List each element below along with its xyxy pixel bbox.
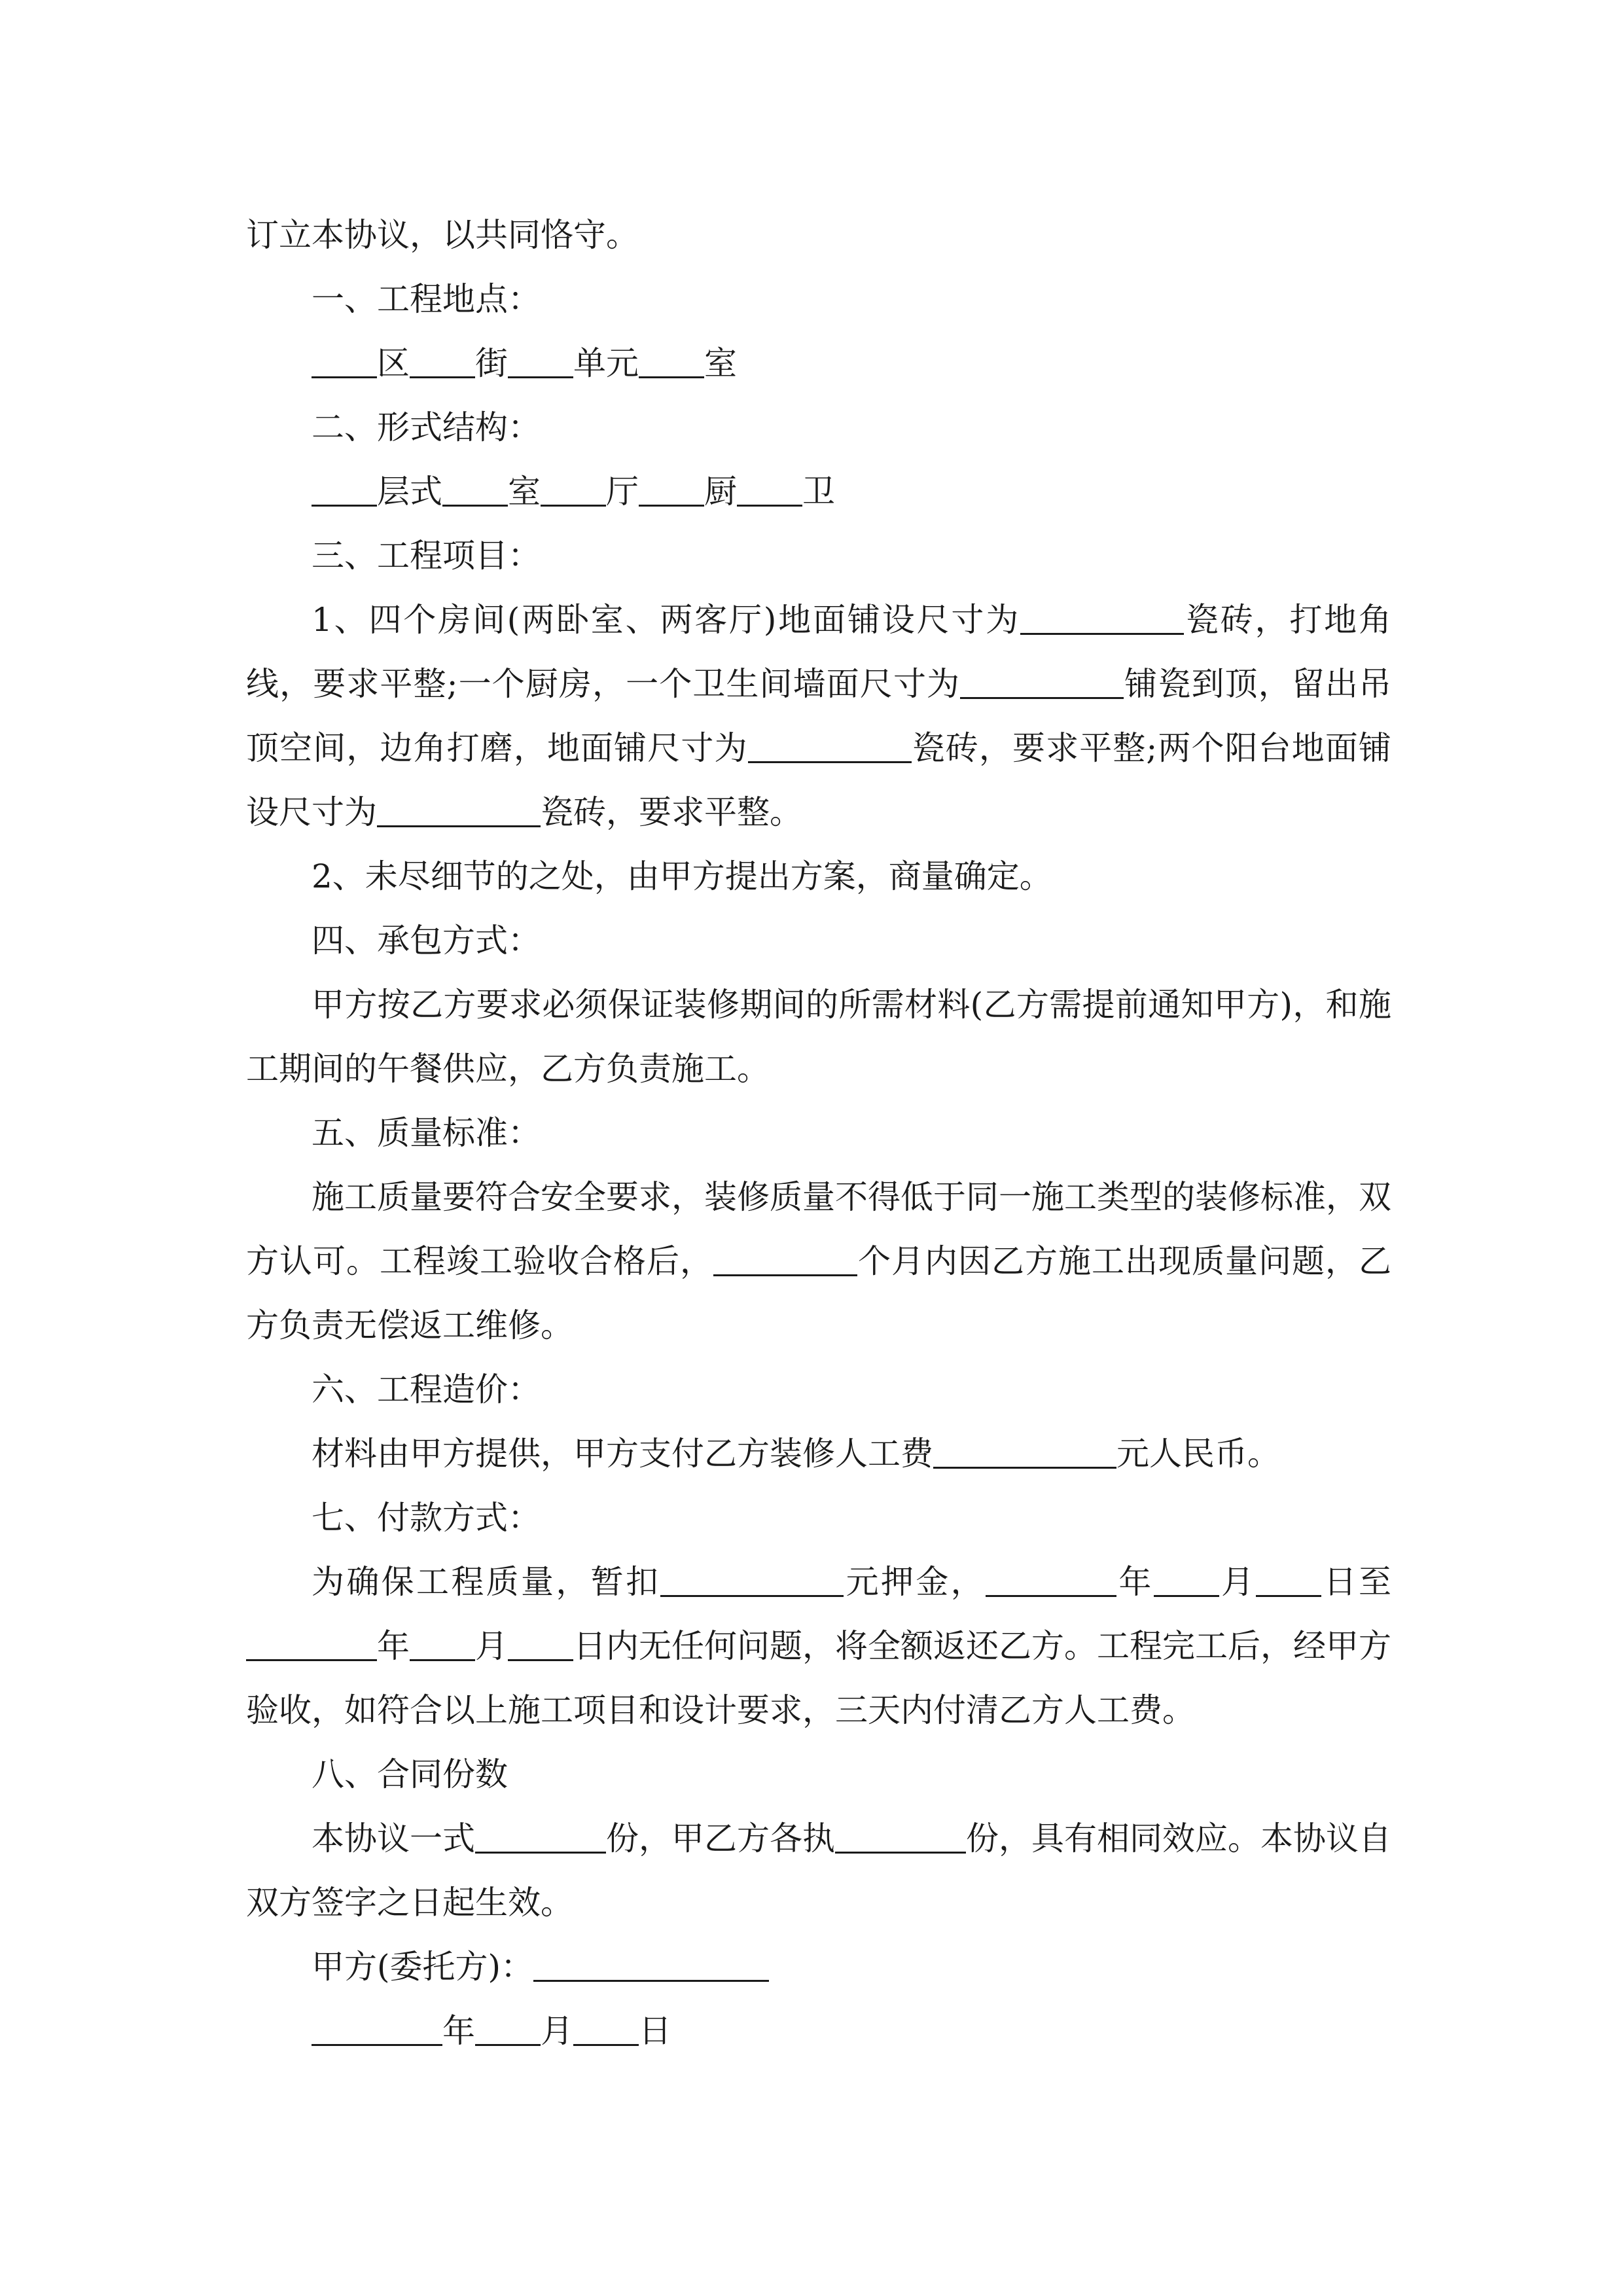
heading-text: 七、付款方式： [312, 1499, 541, 1537]
para-text: 瓷砖，要求平整。 [541, 793, 802, 831]
date-unit: 月 [541, 2012, 573, 2050]
structure-unit: 厅 [606, 473, 639, 511]
blank-field[interactable] [312, 345, 377, 378]
blank-field[interactable] [508, 1628, 573, 1661]
section-heading-location [246, 267, 1391, 331]
heading-text: 二、形式结构： [312, 408, 541, 446]
blank-field[interactable] [933, 1435, 1116, 1469]
blank-field[interactable] [475, 2013, 541, 2046]
copies-paragraph [246, 1806, 1391, 1935]
para-text: 瓷砖，打地角线，要求平整;一个厨房，一个卫生间墙面尺寸为 [246, 601, 1391, 703]
blank-field[interactable] [713, 1243, 857, 1276]
heading-text: 一、工程地点： [312, 280, 541, 318]
para-text: 施工质量要符合安全要求，装修质量不得低于同一施工类型的装修标准，双方认可。工程竣工验收合格后， [246, 1178, 1391, 1280]
para-text: 元押金， [844, 1563, 986, 1601]
address-unit: 单元 [573, 344, 639, 382]
structure-unit: 厨 [704, 473, 737, 511]
structure-line [246, 459, 1391, 524]
date-line [246, 1999, 1391, 2063]
para-text: 份，具有相同效应。本协议自双方签字之日起生效。 [246, 1820, 1391, 1922]
blank-field[interactable] [960, 666, 1124, 699]
para-text: 1、四个房间(两卧室、两客厅)地面铺设尺寸为 [312, 601, 1021, 639]
para-text: 材料由甲方提供，甲方支付乙方装修人工费 [312, 1435, 933, 1473]
para-text: 年 [1116, 1563, 1154, 1601]
para-text: 年 [377, 1627, 410, 1665]
para-text: 日至 [1321, 1563, 1392, 1601]
address-unit: 街 [475, 344, 508, 382]
blank-field[interactable] [660, 1564, 844, 1597]
para-text: 本协议一式 [312, 1820, 475, 1857]
blank-field[interactable] [835, 1820, 966, 1854]
address-line [246, 331, 1391, 395]
blank-field[interactable] [573, 2013, 639, 2046]
section-heading-copies [246, 1742, 1391, 1806]
section-heading-items [246, 524, 1391, 588]
payment-paragraph [246, 1550, 1391, 1742]
cost-paragraph [246, 1422, 1391, 1486]
items-paragraph-2 [246, 844, 1391, 908]
heading-text: 四、承包方式： [312, 922, 541, 960]
section-heading-structure [246, 395, 1391, 459]
blank-field[interactable] [312, 2013, 442, 2046]
para-text: 月 [1219, 1563, 1257, 1601]
para-text: 日内无任何问题，将全额返还乙方。工程完工后，经甲方验收，如符合以上施工项目和设计要求，三天内付清乙方人工费。 [246, 1627, 1391, 1729]
signature-line [246, 1935, 1391, 1999]
heading-text: 三、工程项目： [312, 537, 541, 575]
para-text: 甲方按乙方要求必须保证装修期间的所需材料(乙方需提前通知甲方)，和施工期间的午餐供应，乙方负责施工。 [246, 986, 1391, 1088]
signature-field[interactable] [533, 1948, 769, 1982]
blank-field[interactable] [639, 473, 704, 507]
blank-field[interactable] [541, 473, 606, 507]
para-text: 月 [475, 1627, 508, 1665]
heading-text: 八、合同份数 [312, 1755, 508, 1793]
blank-field[interactable] [1020, 601, 1184, 635]
contract-mode-paragraph [246, 973, 1391, 1101]
section-heading-payment [246, 1486, 1391, 1550]
blank-field[interactable] [410, 345, 475, 378]
para-text: 元人民币。 [1116, 1435, 1280, 1473]
address-unit: 室 [704, 344, 737, 382]
items-paragraph [246, 588, 1391, 844]
blank-field[interactable] [410, 1628, 475, 1661]
date-unit: 日 [639, 2012, 671, 2050]
blank-field[interactable] [639, 345, 704, 378]
para-text: 铺瓷到顶，留出吊顶空间，边角打磨，地面铺尺寸为 [246, 665, 1391, 767]
heading-text: 六、工程造价： [312, 1371, 541, 1408]
quality-paragraph [246, 1165, 1391, 1357]
para-text: 2、未尽细节的之处，由甲方提出方案，商量确定。 [312, 857, 1052, 895]
section-heading-quality [246, 1101, 1391, 1165]
section-heading-contract-mode [246, 908, 1391, 973]
blank-field[interactable] [1256, 1564, 1321, 1597]
structure-unit: 层式 [377, 473, 442, 511]
blank-field[interactable] [508, 345, 573, 378]
blank-field[interactable] [246, 1628, 377, 1661]
structure-unit: 室 [508, 473, 541, 511]
blank-field[interactable] [986, 1564, 1116, 1597]
blank-field[interactable] [737, 473, 802, 507]
signature-label: 甲方(委托方)： [312, 1948, 534, 1986]
para-text: 份，甲乙方各执 [606, 1820, 835, 1857]
para-text: 个月内因乙方施工出现质量问题，乙方负责无偿返工维修。 [246, 1242, 1391, 1344]
para-text: 瓷砖，要求平整;两个阳台地面铺设尺寸为 [246, 729, 1391, 831]
blank-field[interactable] [748, 730, 912, 763]
structure-unit: 卫 [802, 473, 835, 511]
contract-body [246, 203, 1391, 2063]
heading-text: 五、质量标准： [312, 1114, 541, 1152]
intro-text: 订立本协议，以共同恪守。 [246, 216, 639, 254]
para-text: 为确保工程质量，暂扣 [312, 1563, 661, 1601]
blank-field[interactable] [475, 1820, 606, 1854]
address-unit: 区 [377, 344, 410, 382]
section-heading-cost [246, 1357, 1391, 1422]
blank-field[interactable] [1154, 1564, 1219, 1597]
blank-field[interactable] [377, 794, 541, 827]
blank-field[interactable] [312, 473, 377, 507]
blank-field[interactable] [442, 473, 508, 507]
date-unit: 年 [442, 2012, 475, 2050]
intro-line [246, 203, 1391, 267]
